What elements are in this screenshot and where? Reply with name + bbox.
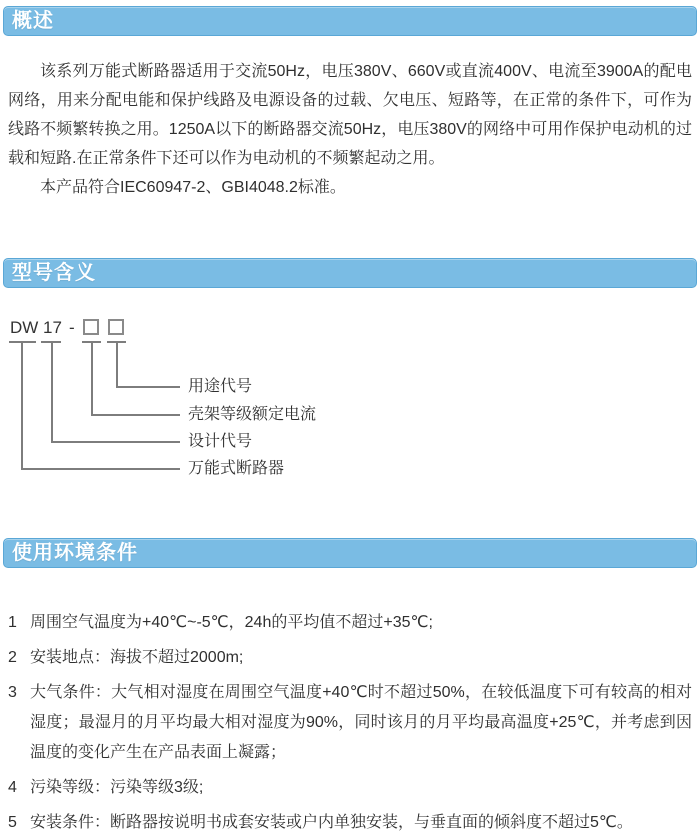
diagram-vertical-line [91, 341, 93, 415]
section-header-conditions [3, 538, 697, 568]
model-label-use-code: 用途代号 [188, 378, 253, 395]
list-item-number: 4 [8, 779, 17, 796]
section-title-model: 型号含义 [12, 262, 96, 284]
list-item [8, 678, 692, 768]
overview-body [8, 57, 692, 202]
diagram-vertical-line [116, 341, 118, 387]
list-item-number: 1 [8, 614, 17, 631]
list-item-text: 安装地点：海拔不超过2000m; [30, 649, 244, 666]
list-item [8, 608, 692, 638]
model-placeholder-box-2 [108, 319, 124, 335]
model-label-breaker-type: 万能式断路器 [188, 460, 285, 477]
list-item-number: 3 [8, 684, 17, 701]
list-item [8, 808, 692, 838]
model-label-design-code: 设计代号 [188, 433, 253, 450]
diagram-vertical-line [51, 341, 53, 442]
model-design-number: 17 [43, 318, 62, 337]
list-item-text: 安装条件：断路器按说明书成套安装或户内单独安装，与垂直面的倾斜度不超过5℃。 [30, 814, 633, 831]
list-item-text: 周围空气温度为+40℃~-5℃，24h的平均值不超过+35℃; [30, 614, 433, 631]
diagram-leader-line [91, 414, 180, 416]
list-item [8, 773, 692, 803]
section-title-conditions: 使用环境条件 [12, 542, 138, 564]
list-item [8, 643, 692, 673]
overview-paragraph-1: 该系列万能式断路器适用于交流50Hz，电压380V、660V或直流400V、电流至3900A的配电网络，用来分配电能和保护线路及电源设备的过载、欠电压、短路等，在正常的条件下，可作为线路不频繁转换之用。1250A以下的断路器交流50Hz，电压380V的网络中可用作保护电动机的过载和短路.在正常条件下还可以作为电动机的不频繁起动之用。 [8, 63, 692, 167]
model-code-diagram [8, 318, 692, 486]
list-item-number: 2 [8, 649, 17, 666]
list-item-text: 大气条件：大气相对湿度在周围空气温度+40℃时不超过50%，在较低温度下可有较高的相对湿度；最湿月的月平均最大相对湿度为90%，同时该月的月平均最高温度+25℃，并考虑到因温度的变化产生在产品表面上凝露； [30, 684, 692, 761]
diagram-leader-line [21, 468, 180, 470]
diagram-leader-line [116, 386, 180, 388]
section-header-overview [3, 6, 697, 36]
list-item-text: 污染等级：污染等级3级; [30, 779, 204, 796]
model-label-frame-rated-current: 壳架等级额定电流 [188, 406, 317, 423]
overview-paragraph-2: 本产品符合IEC60947-2、GBI4048.2标准。 [40, 179, 346, 196]
diagram-tick-line [9, 341, 36, 343]
list-item-number: 5 [8, 814, 17, 831]
section-title-overview: 概述 [12, 10, 54, 32]
diagram-leader-line [51, 441, 180, 443]
model-separator: - [69, 318, 75, 337]
model-placeholder-box-1 [83, 319, 99, 335]
diagram-vertical-line [21, 341, 23, 469]
conditions-list [8, 608, 692, 838]
section-header-model [3, 258, 697, 288]
model-prefix: DW [10, 318, 39, 337]
